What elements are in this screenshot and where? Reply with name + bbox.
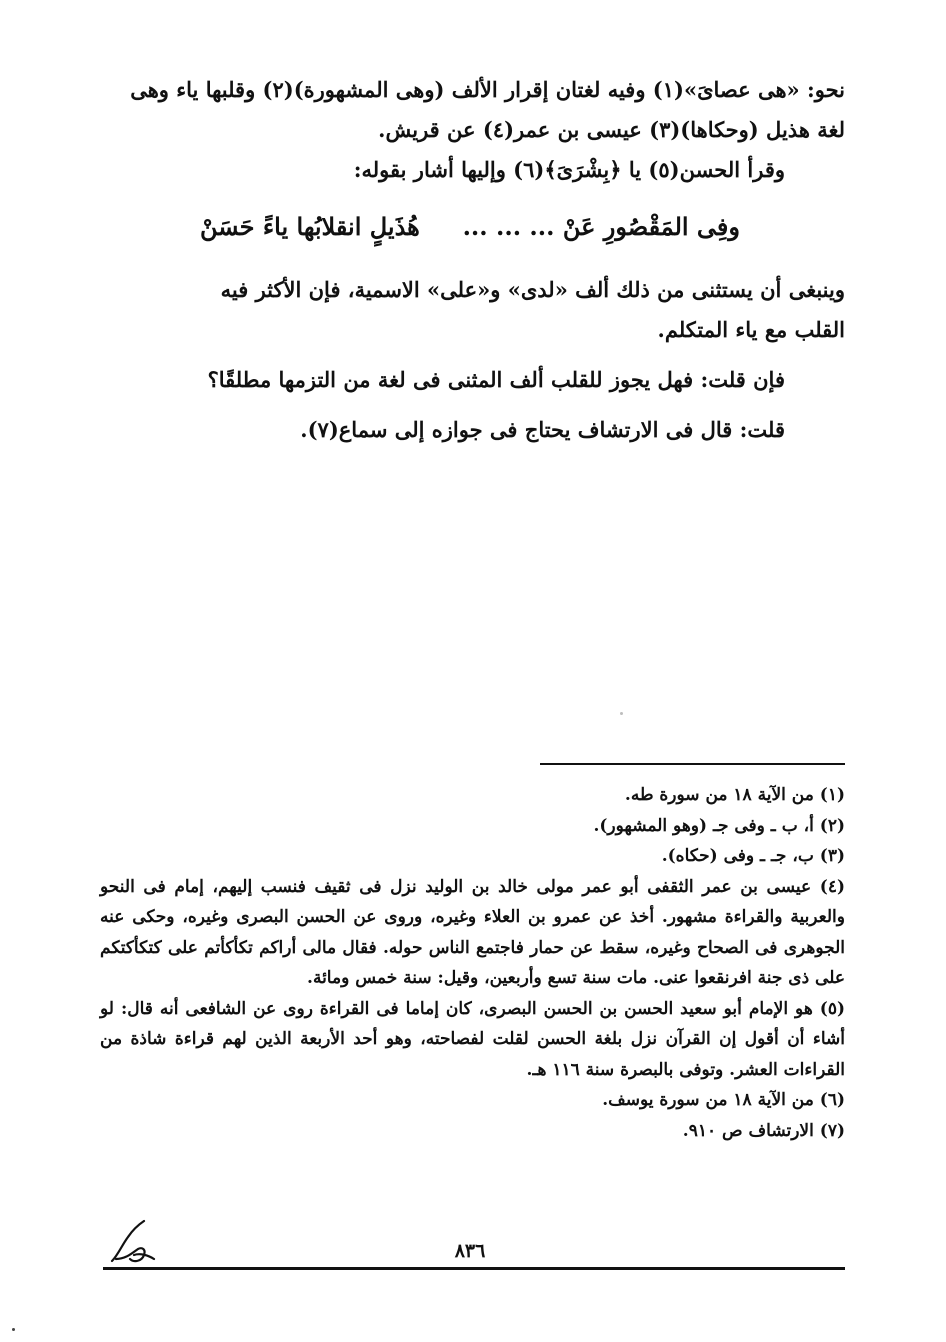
text-line-1: نحو: «هى عصاىَ»(١) وفيه لغتان إقرار الألف (وهى المشهورة)(٢) وقلبها ياء وهى — [130, 77, 845, 102]
verse-first-hemistich: ... ... ... وفِى المَقْصُورِ عَنْ — [462, 212, 740, 241]
verse-second-hemistich: هُذَيلٍ انقلابُها ياءً حَسَنْ — [200, 212, 420, 241]
bottom-rule — [103, 1267, 845, 1270]
text-line-5: القلب مع ياء المتكلم. — [657, 317, 845, 342]
handwritten-signature-icon — [108, 1215, 158, 1267]
main-text-bottom — [100, 270, 845, 450]
text-line-2: لغة هذيل (وحكاها)(٣) عيسى بن عمر(٤) عن قريش. — [378, 117, 845, 142]
footnote-separator — [540, 763, 845, 765]
footnotes — [100, 780, 845, 1146]
scan-speck — [620, 712, 623, 715]
text-line-3: وقرأ الحسن(٥) يا ﴿بِشْرَىَ﴾(٦) وإليها أشار بقوله: — [353, 157, 785, 182]
footnote-5: (٥) هو الإمام أبو سعيد الحسن بن الحسن البصرى، كان إماما فى القراءة روى عن الشافعى أنه قال: لو أشاء أن أقول إن القرآن نزل بلغة الحسن لقلت لفصاحته، وهو أحد الأربعة الذين لهم قراءة شاذة من القراءات العشر. وتوفى بالبصرة سنة ١١٦ هـ. — [100, 998, 845, 1080]
footnote-4: (٤) عيسى بن عمر الثقفى أبو عمر مولى خالد بن الوليد نزل فى ثقيف فنسب إليهم، إمام فى النحو والعربية والقراءة مشهور. أخذ عن عمرو بن العلاء وغيره، وروى عن الحسن البصرى وغيره، وحكى عنه الجوهرى فى الصحاح وغيره، سقط عن حمار فاجتمع الناس حوله. فقال مالى أراكم تكأكأتم على كتكأكتكم على ذى جنة افرنقعوا عنى. مات سنة تسع وأربعين، وقيل: سنة خمس ومائة. — [100, 876, 845, 988]
text-line-6: فإن قلت: فهل يجوز للقلب ألف المثنى فى لغة من التزمها مطلقًا؟ — [207, 367, 785, 392]
poetry-verse — [200, 212, 740, 241]
text-line-4: وينبغى أن يستثنى من ذلك ألف «لدى» و«على» الاسمية، فإن الأكثر فيه — [220, 277, 845, 302]
page-number: ٨٣٦ — [454, 1240, 486, 1262]
text-line-7: قلت: قال فى الارتشاف يحتاج فى جوازه إلى سماع(٧). — [300, 417, 785, 442]
main-text-top — [100, 70, 845, 190]
footnote-1: (١) من الآية ١٨ من سورة طه. — [624, 785, 845, 805]
scan-speck-corner — [12, 1328, 15, 1331]
footnote-3: (٣) ب، جـ ـ وفى (حكاه). — [661, 846, 845, 866]
footnote-6: (٦) من الآية ١٨ من سورة يوسف. — [602, 1090, 845, 1110]
footnote-7: (٧) الارتشاف ص ٩١٠. — [682, 1120, 845, 1141]
footnote-2: (٢) أ، ب ـ وفى جـ (وهو المشهور). — [593, 815, 845, 836]
